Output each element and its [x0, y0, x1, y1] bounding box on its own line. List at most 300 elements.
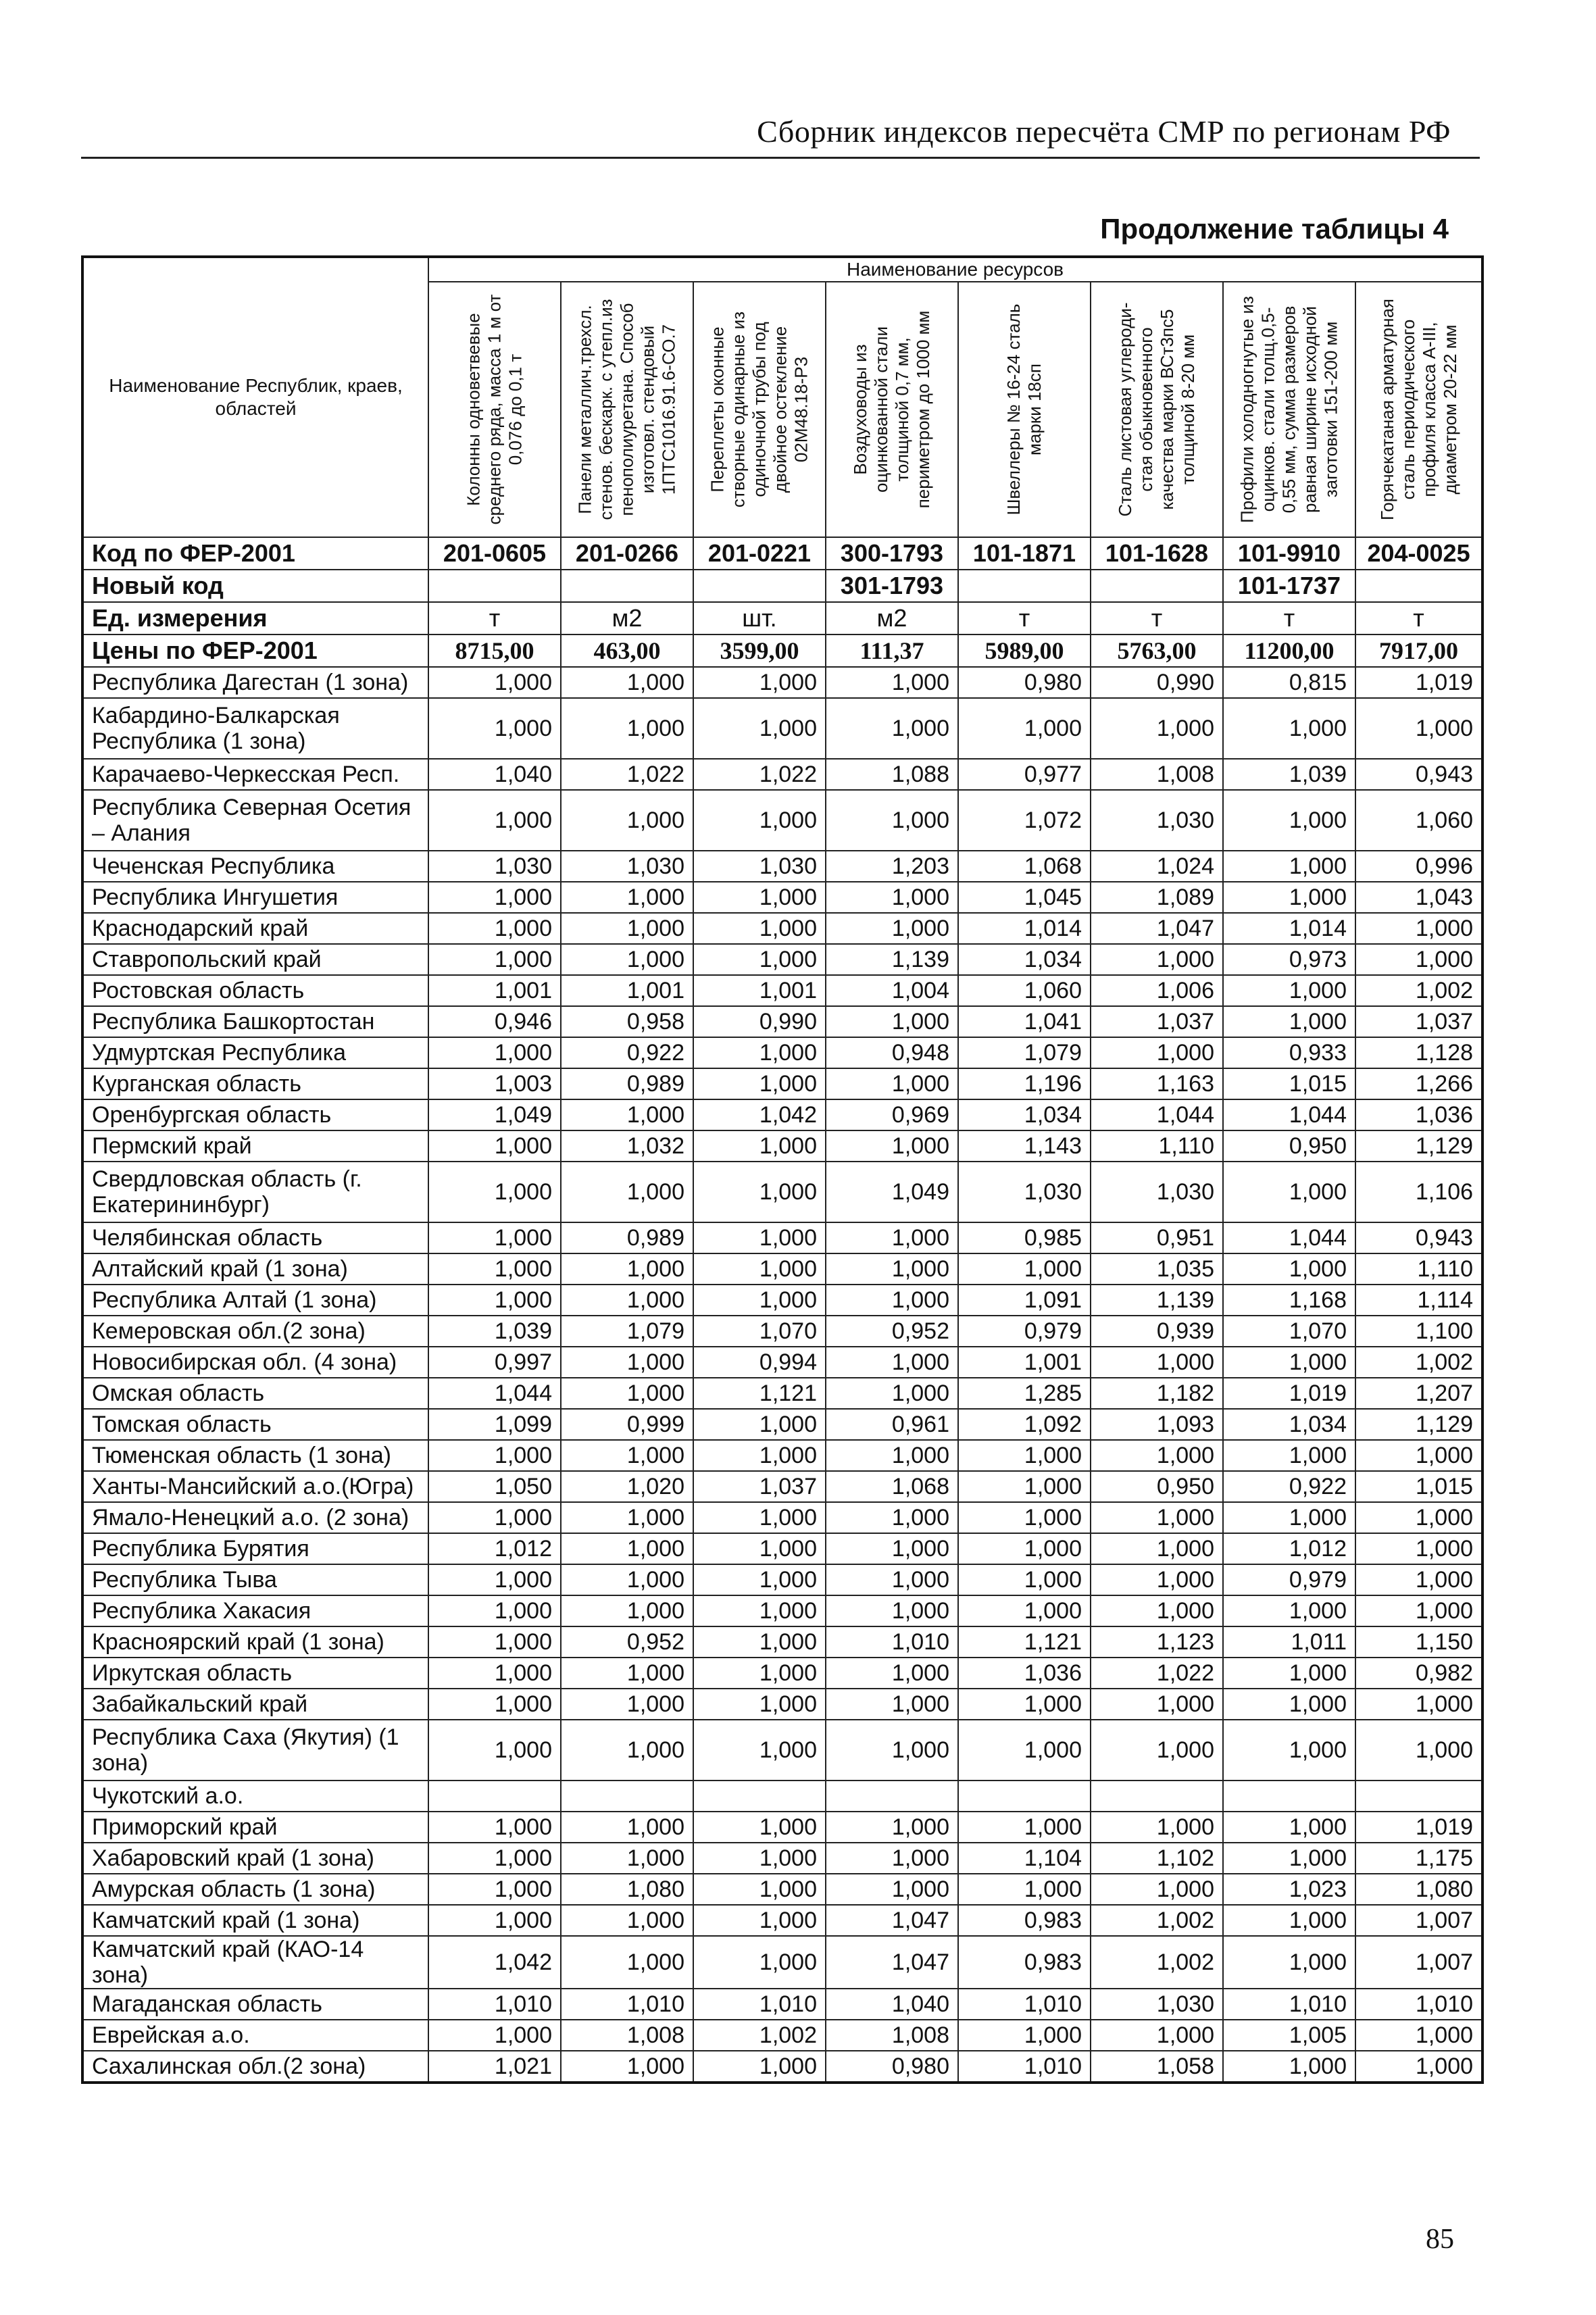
resource-header-label: Колонны одноветвевые среднего ряда, масса 1 м от 0,076 до 0,1 т: [463, 294, 526, 525]
index-value-cell: 1,000: [561, 1905, 693, 1936]
index-value-cell: 1,000: [958, 1564, 1091, 1595]
index-value-cell: 1,000: [1223, 1162, 1355, 1222]
index-value-cell: 1,039: [1223, 759, 1355, 790]
region-name-cell: Чеченская Республика: [82, 851, 428, 882]
index-value-cell: 1,000: [693, 1564, 826, 1595]
index-value-cell: 1,020: [561, 1471, 693, 1502]
index-value-cell: 1,285: [958, 1378, 1091, 1409]
index-value-cell: 1,010: [1223, 1989, 1355, 2020]
index-value-cell: 1,000: [561, 1285, 693, 1316]
index-value-cell: 1,010: [958, 1989, 1091, 2020]
index-value-cell: 1,000: [428, 1440, 561, 1471]
index-value-cell: 1,000: [561, 1658, 693, 1689]
index-value-cell: 1,041: [958, 1006, 1091, 1037]
region-name-cell: Чукотский а.о.: [82, 1781, 428, 1812]
index-value-cell: 1,043: [1355, 882, 1482, 913]
table-row: [82, 1409, 1482, 1440]
index-value-cell: 1,000: [1355, 1533, 1482, 1564]
region-name-cell: Республика Хакасия: [82, 1595, 428, 1626]
index-value-cell: 1,000: [826, 1533, 958, 1564]
table-row: [82, 1843, 1482, 1874]
index-value-cell: 1,000: [1355, 2020, 1482, 2051]
meta-cell: 301-1793: [826, 570, 958, 602]
index-value-cell: 1,000: [428, 1812, 561, 1843]
index-value-cell: 1,000: [1355, 1502, 1482, 1533]
index-value-cell: 1,168: [1223, 1285, 1355, 1316]
index-value-cell: 1,000: [693, 1502, 826, 1533]
index-value-cell: 1,035: [1091, 1253, 1223, 1285]
index-value-cell: 1,000: [561, 1378, 693, 1409]
index-value-cell: 1,000: [1223, 1658, 1355, 1689]
meta-row-label: Цены по ФЕР-2001: [82, 634, 428, 667]
index-value-cell: 1,000: [1091, 1720, 1223, 1781]
index-value-cell: 1,000: [1223, 851, 1355, 882]
index-value-cell: 1,000: [428, 1037, 561, 1068]
table-row: [82, 1533, 1482, 1564]
index-value-cell: 1,034: [1223, 1409, 1355, 1440]
index-value-cell: 1,002: [1091, 1905, 1223, 1936]
resource-header-label: Горячекатаная арматурная сталь периодического профиля класса А-III, диаметром 20-22 мм: [1376, 298, 1460, 521]
table-row: [82, 1689, 1482, 1720]
index-value-cell: 1,000: [1223, 1812, 1355, 1843]
index-value-cell: 0,951: [1091, 1222, 1223, 1253]
index-value-cell: 1,143: [958, 1130, 1091, 1162]
index-value-cell: [561, 1781, 693, 1812]
index-value-cell: 1,003: [428, 1068, 561, 1099]
index-value-cell: 1,014: [1223, 913, 1355, 944]
meta-cell: [1355, 570, 1482, 602]
index-value-cell: 1,000: [1355, 1440, 1482, 1471]
index-value-cell: 1,000: [561, 1533, 693, 1564]
table-row: [82, 1781, 1482, 1812]
index-value-cell: 1,007: [1355, 1936, 1482, 1989]
index-value-cell: 1,079: [958, 1037, 1091, 1068]
index-value-cell: 0,989: [561, 1068, 693, 1099]
index-value-cell: 1,000: [428, 1162, 561, 1222]
index-value-cell: 1,008: [826, 2020, 958, 2051]
index-value-cell: 1,000: [826, 1812, 958, 1843]
index-value-cell: 1,000: [826, 1720, 958, 1781]
resource-header-label: Швеллеры № 16-24 сталь марки 18сп: [1003, 303, 1045, 516]
index-value-cell: 0,983: [958, 1936, 1091, 1989]
index-value-cell: 1,000: [1223, 1905, 1355, 1936]
table-row: [82, 975, 1482, 1006]
index-value-cell: 1,022: [1091, 1658, 1223, 1689]
meta-cell: 111,37: [826, 634, 958, 667]
index-value-cell: 1,000: [1223, 1843, 1355, 1874]
index-value-cell: 1,000: [428, 913, 561, 944]
index-value-cell: 1,000: [693, 1812, 826, 1843]
region-name-cell: Тюменская область (1 зона): [82, 1440, 428, 1471]
meta-cell: [561, 570, 693, 602]
index-value-cell: 0,961: [826, 1409, 958, 1440]
index-value-cell: 1,000: [693, 1533, 826, 1564]
region-name-cell: Магаданская область: [82, 1989, 428, 2020]
table-row: [82, 1471, 1482, 1502]
index-value-cell: 1,000: [826, 790, 958, 851]
meta-cell: 201-0605: [428, 537, 561, 570]
index-value-cell: 1,163: [1091, 1068, 1223, 1099]
index-value-cell: [958, 1781, 1091, 1812]
table-row: [82, 1658, 1482, 1689]
index-value-cell: 1,000: [561, 2051, 693, 2083]
index-value-cell: 1,000: [826, 1130, 958, 1162]
index-value-cell: 1,000: [826, 1378, 958, 1409]
table-row: [82, 1099, 1482, 1130]
index-value-cell: 1,010: [561, 1989, 693, 2020]
index-value-cell: 1,000: [958, 1689, 1091, 1720]
index-value-cell: 1,022: [561, 759, 693, 790]
meta-row: [82, 570, 1482, 602]
index-value-cell: 0,973: [1223, 944, 1355, 975]
index-value-cell: 1,044: [1223, 1099, 1355, 1130]
index-value-cell: 1,000: [693, 1222, 826, 1253]
index-value-cell: 1,000: [826, 1689, 958, 1720]
resource-header-label: Воздуховоды из оцинкованной стали толщиной 0,7 мм, периметром до 1000 мм: [850, 310, 933, 509]
region-name-cell: Камчатский край (1 зона): [82, 1905, 428, 1936]
page-number: 85: [1426, 2224, 1454, 2255]
index-value-cell: 1,000: [693, 1130, 826, 1162]
table-row: [82, 944, 1482, 975]
meta-cell: 463,00: [561, 634, 693, 667]
region-name-cell: Республика Северная Осетия – Алания: [82, 790, 428, 851]
table-row: [82, 1347, 1482, 1378]
index-value-cell: 1,000: [958, 1440, 1091, 1471]
index-value-cell: 0,943: [1355, 1222, 1482, 1253]
resources-group-header: Наименование ресурсов: [428, 257, 1482, 282]
index-value-cell: 1,000: [958, 1502, 1091, 1533]
index-value-cell: 1,000: [1223, 790, 1355, 851]
index-value-cell: 1,000: [826, 1006, 958, 1037]
table-row: [82, 790, 1482, 851]
index-value-cell: 1,100: [1355, 1316, 1482, 1347]
index-value-cell: [826, 1781, 958, 1812]
index-value-cell: 0,943: [1355, 759, 1482, 790]
index-value-cell: 1,000: [693, 1409, 826, 1440]
index-value-cell: 1,129: [1355, 1409, 1482, 1440]
index-value-cell: 1,000: [428, 1502, 561, 1533]
meta-cell: 7917,00: [1355, 634, 1482, 667]
index-value-cell: 0,979: [958, 1316, 1091, 1347]
index-value-cell: 1,034: [958, 1099, 1091, 1130]
index-value-cell: 1,000: [826, 1285, 958, 1316]
index-value-cell: 0,980: [826, 2051, 958, 2083]
index-value-cell: 1,000: [693, 1936, 826, 1989]
region-name-cell: Челябинская область: [82, 1222, 428, 1253]
header-rule: [81, 157, 1480, 159]
table-row: [82, 1812, 1482, 1843]
resource-header-cell: [1355, 282, 1482, 537]
index-value-cell: 1,099: [428, 1409, 561, 1440]
table-row: [82, 1720, 1482, 1781]
index-value-cell: 1,044: [1091, 1099, 1223, 1130]
index-value-cell: 1,139: [1091, 1285, 1223, 1316]
region-name-cell: Ямало-Ненецкий а.о. (2 зона): [82, 1502, 428, 1533]
index-value-cell: 1,182: [1091, 1378, 1223, 1409]
meta-row: [82, 634, 1482, 667]
index-value-cell: 1,000: [428, 1253, 561, 1285]
region-column-header: Наименование Республик, краев, областей: [82, 257, 428, 537]
index-value-cell: 1,000: [826, 1843, 958, 1874]
table-row: [82, 1222, 1482, 1253]
table-continuation-title: Продолжение таблицы 4: [1100, 213, 1449, 245]
table-row: [82, 1068, 1482, 1099]
region-name-cell: Республика Бурятия: [82, 1533, 428, 1564]
index-value-cell: 1,175: [1355, 1843, 1482, 1874]
index-value-cell: 1,000: [826, 667, 958, 698]
region-name-cell: Республика Тыва: [82, 1564, 428, 1595]
index-value-cell: 1,000: [1091, 2020, 1223, 2051]
index-value-cell: 1,000: [561, 1843, 693, 1874]
table-row: [82, 1564, 1482, 1595]
index-value-cell: 1,128: [1355, 1037, 1482, 1068]
index-value-cell: 0,969: [826, 1099, 958, 1130]
index-value-cell: 1,000: [1223, 1347, 1355, 1378]
table-row: [82, 882, 1482, 913]
index-value-cell: 1,000: [693, 944, 826, 975]
resource-header-label: Переплеты оконные створные одинарные из одиночной трубы под двойное остекление 02М48.18-Р3: [707, 311, 812, 508]
index-value-cell: 1,000: [428, 1843, 561, 1874]
region-name-cell: Ставропольский край: [82, 944, 428, 975]
table-row: [82, 667, 1482, 698]
meta-row-label: Новый код: [82, 570, 428, 602]
index-value-cell: 1,000: [693, 1440, 826, 1471]
index-value-cell: 0,990: [693, 1006, 826, 1037]
region-name-cell: Пермский край: [82, 1130, 428, 1162]
index-value-cell: 1,015: [1223, 1068, 1355, 1099]
index-value-cell: 1,047: [1091, 913, 1223, 944]
index-value-cell: 1,060: [958, 975, 1091, 1006]
index-value-cell: 0,948: [826, 1037, 958, 1068]
resource-header-label: Профили холодногнутые из оцинков. стали толщ.0,5-0,55 мм, сумма размеров равная ширине исходной заготовки 151-200 мм: [1237, 296, 1341, 523]
index-value-cell: 1,005: [1223, 2020, 1355, 2051]
region-name-cell: Республика Алтай (1 зона): [82, 1285, 428, 1316]
index-value-cell: 1,000: [561, 1347, 693, 1378]
index-value-cell: 1,044: [1223, 1222, 1355, 1253]
index-value-cell: [693, 1781, 826, 1812]
index-value-cell: 1,030: [428, 851, 561, 882]
meta-cell: 204-0025: [1355, 537, 1482, 570]
table-row: [82, 2020, 1482, 2051]
index-value-cell: 1,000: [428, 2020, 561, 2051]
index-value-cell: 1,000: [561, 1099, 693, 1130]
meta-cell: 101-1737: [1223, 570, 1355, 602]
index-value-cell: 1,032: [561, 1130, 693, 1162]
region-name-cell: Хабаровский край (1 зона): [82, 1843, 428, 1874]
resource-header-label: Панели металлич.трехсл. стенов. бескарк. с утепл.из пенополиуретана. Способ изготовл. стендовый 1ПТС1016.91.6-СО.7: [574, 299, 679, 520]
index-value-cell: 1,000: [428, 698, 561, 759]
table-row: [82, 1037, 1482, 1068]
meta-cell: 101-1871: [958, 537, 1091, 570]
index-value-cell: 1,000: [561, 882, 693, 913]
index-value-cell: 1,001: [561, 975, 693, 1006]
index-value-cell: 1,000: [1223, 975, 1355, 1006]
index-value-cell: 1,000: [1091, 1595, 1223, 1626]
index-value-cell: 1,106: [1355, 1162, 1482, 1222]
index-value-cell: 0,996: [1355, 851, 1482, 882]
meta-row: [82, 602, 1482, 634]
index-value-cell: 1,068: [958, 851, 1091, 882]
index-value-cell: 1,104: [958, 1843, 1091, 1874]
index-value-cell: 1,037: [1091, 1006, 1223, 1037]
index-value-cell: 0,979: [1223, 1564, 1355, 1595]
index-value-cell: 1,000: [1355, 1595, 1482, 1626]
index-value-cell: 0,985: [958, 1222, 1091, 1253]
meta-cell: [958, 570, 1091, 602]
index-value-cell: 1,000: [958, 1533, 1091, 1564]
index-value-cell: 1,000: [826, 698, 958, 759]
index-value-cell: 1,000: [1223, 1936, 1355, 1989]
index-value-cell: 1,000: [693, 1285, 826, 1316]
index-value-cell: 1,047: [826, 1936, 958, 1989]
index-value-cell: 0,815: [1223, 667, 1355, 698]
region-name-cell: Удмуртская Республика: [82, 1037, 428, 1068]
index-value-cell: 1,012: [428, 1533, 561, 1564]
index-value-cell: 0,982: [1355, 1658, 1482, 1689]
index-value-cell: 1,000: [561, 1564, 693, 1595]
table-row: [82, 913, 1482, 944]
index-value-cell: 1,000: [826, 1253, 958, 1285]
index-value-cell: 1,019: [1355, 1812, 1482, 1843]
table-row: [82, 851, 1482, 882]
region-name-cell: Еврейская а.о.: [82, 2020, 428, 2051]
region-name-cell: Республика Ингушетия: [82, 882, 428, 913]
index-value-cell: 1,000: [826, 1874, 958, 1905]
index-value-cell: 1,019: [1223, 1378, 1355, 1409]
index-value-cell: 1,089: [1091, 882, 1223, 913]
meta-cell: т: [1223, 602, 1355, 634]
index-value-cell: 1,060: [1355, 790, 1482, 851]
resource-header-cell: [958, 282, 1091, 537]
region-name-cell: Омская область: [82, 1378, 428, 1409]
index-value-cell: 1,000: [693, 790, 826, 851]
index-value-cell: 1,203: [826, 851, 958, 882]
table-row: [82, 1130, 1482, 1162]
table-row: [82, 1905, 1482, 1936]
index-value-cell: 1,008: [1091, 759, 1223, 790]
meta-cell: т: [1091, 602, 1223, 634]
index-value-cell: 1,010: [693, 1989, 826, 2020]
index-value-cell: 1,000: [1091, 1689, 1223, 1720]
index-value-cell: 1,000: [1091, 1564, 1223, 1595]
index-value-cell: 1,000: [1355, 2051, 1482, 2083]
region-name-cell: Приморский край: [82, 1812, 428, 1843]
meta-row-label: Код по ФЕР-2001: [82, 537, 428, 570]
index-value-cell: 1,121: [958, 1626, 1091, 1658]
index-value-cell: 1,019: [1355, 667, 1482, 698]
index-value-cell: 1,000: [561, 1440, 693, 1471]
meta-cell: м2: [826, 602, 958, 634]
index-value-cell: 1,000: [693, 1689, 826, 1720]
index-value-cell: 1,092: [958, 1409, 1091, 1440]
page-header-title: Сборник индексов пересчёта СМР по регионам РФ: [757, 114, 1451, 149]
index-value-cell: 1,000: [1223, 882, 1355, 913]
index-value-cell: 1,000: [1091, 1533, 1223, 1564]
meta-cell: 8715,00: [428, 634, 561, 667]
index-value-cell: 1,036: [958, 1658, 1091, 1689]
index-value-cell: 1,196: [958, 1068, 1091, 1099]
resource-header-cell: [693, 282, 826, 537]
index-value-cell: 1,036: [1355, 1099, 1482, 1130]
index-value-cell: 1,000: [1223, 1720, 1355, 1781]
index-value-cell: 1,129: [1355, 1130, 1482, 1162]
index-value-cell: 1,000: [1223, 1689, 1355, 1720]
table-row: [82, 1162, 1482, 1222]
index-value-cell: 1,039: [428, 1316, 561, 1347]
index-value-cell: 1,150: [1355, 1626, 1482, 1658]
regional-index-table: [81, 255, 1484, 2084]
table-row: [82, 1440, 1482, 1471]
index-value-cell: 1,000: [1091, 1440, 1223, 1471]
index-value-cell: 1,093: [1091, 1409, 1223, 1440]
index-value-cell: 1,000: [428, 1658, 561, 1689]
index-value-cell: 1,014: [958, 913, 1091, 944]
index-value-cell: 1,044: [428, 1378, 561, 1409]
index-value-cell: 1,050: [428, 1471, 561, 1502]
index-value-cell: 1,000: [693, 1874, 826, 1905]
index-value-cell: 1,000: [561, 698, 693, 759]
index-value-cell: 1,000: [693, 913, 826, 944]
region-name-cell: Томская область: [82, 1409, 428, 1440]
meta-row-label: Ед. измерения: [82, 602, 428, 634]
index-value-cell: 0,939: [1091, 1316, 1223, 1347]
index-value-cell: 0,950: [1223, 1130, 1355, 1162]
index-value-cell: 0,922: [1223, 1471, 1355, 1502]
region-name-cell: Кемеровская обл.(2 зона): [82, 1316, 428, 1347]
index-value-cell: 0,977: [958, 759, 1091, 790]
index-value-cell: 1,000: [693, 1068, 826, 1099]
index-value-cell: 1,079: [561, 1316, 693, 1347]
index-value-cell: 1,000: [561, 790, 693, 851]
index-value-cell: 1,000: [958, 1253, 1091, 1285]
index-value-cell: 1,037: [693, 1471, 826, 1502]
index-value-cell: 1,024: [1091, 851, 1223, 882]
index-value-cell: 1,000: [693, 882, 826, 913]
resource-header-label: Сталь листовая углероди-стая обыкновенного качества марки ВСт3пс5 толщиной 8-20 мм: [1115, 302, 1198, 517]
meta-cell: 101-1628: [1091, 537, 1223, 570]
index-value-cell: 1,070: [693, 1316, 826, 1347]
index-value-cell: 1,000: [826, 882, 958, 913]
index-value-cell: [428, 1781, 561, 1812]
index-value-cell: 1,080: [1355, 1874, 1482, 1905]
table-row: [82, 1253, 1482, 1285]
index-value-cell: 1,001: [428, 975, 561, 1006]
index-value-cell: 1,121: [693, 1378, 826, 1409]
index-value-cell: 1,000: [693, 667, 826, 698]
region-name-cell: Республика Башкортостан: [82, 1006, 428, 1037]
index-value-cell: 0,994: [693, 1347, 826, 1378]
index-value-cell: 1,000: [826, 1502, 958, 1533]
index-value-cell: 1,002: [1091, 1936, 1223, 1989]
index-value-cell: 1,000: [428, 1285, 561, 1316]
index-value-cell: 1,008: [561, 2020, 693, 2051]
meta-cell: т: [958, 602, 1091, 634]
index-value-cell: 1,058: [1091, 2051, 1223, 2083]
index-value-cell: 1,000: [1091, 944, 1223, 975]
index-value-cell: 1,030: [1091, 790, 1223, 851]
index-value-cell: 1,110: [1355, 1253, 1482, 1285]
index-value-cell: 1,030: [1091, 1162, 1223, 1222]
index-value-cell: 1,000: [693, 698, 826, 759]
index-value-cell: 1,000: [958, 1595, 1091, 1626]
index-value-cell: 1,030: [1091, 1989, 1223, 2020]
meta-cell: т: [428, 602, 561, 634]
index-value-cell: 1,000: [561, 1162, 693, 1222]
table-row: [82, 2051, 1482, 2083]
index-value-cell: 1,000: [693, 1658, 826, 1689]
region-name-cell: Амурская область (1 зона): [82, 1874, 428, 1905]
region-name-cell: Карачаево-Черкесская Респ.: [82, 759, 428, 790]
